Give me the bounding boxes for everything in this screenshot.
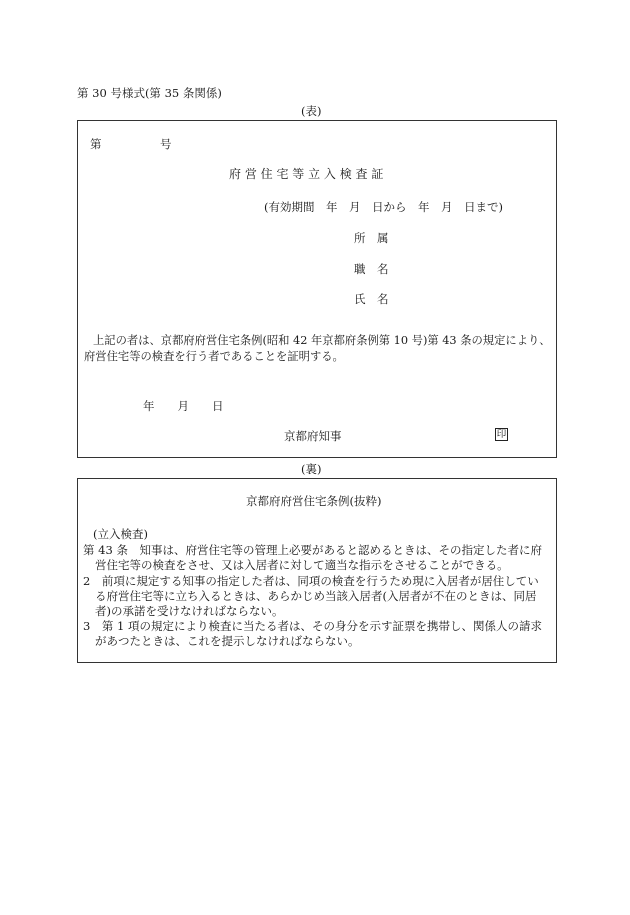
article-caption: (立入検査) [93, 527, 148, 541]
issuer: 京都府知事 [284, 429, 342, 443]
back-side-label: (裏) [301, 462, 322, 476]
issue-date: 年 月 日 [143, 399, 224, 413]
validity-period: (有効期間 年 月 日から 年 月 日まで) [264, 200, 503, 214]
field-affiliation: 所 属 [354, 231, 389, 245]
field-position: 職 名 [354, 262, 389, 276]
form-number: 第 30 号様式(第 35 条関係) [77, 86, 222, 100]
article-line: る府営住宅等に立ち入るときは、あらかじめ当該入居者(入居者が不在のときは、同居 [95, 589, 537, 603]
front-side-label: (表) [301, 104, 322, 118]
article-line: 者)の承諾を受けなければならない。 [95, 604, 284, 618]
article-line: 営住宅等の検査をさせ、又は入居者に対して適当な指示をさせることができる。 [95, 558, 509, 572]
certificate-number-suffix: 号 [160, 137, 172, 151]
article-line: 2 前項に規定する知事の指定した者は、同項の検査を行うため現に入居者が居住してい [83, 574, 539, 588]
field-name: 氏 名 [354, 292, 389, 306]
seal-stamp: 印 [496, 429, 507, 440]
certification-text-line2: 府営住宅等の検査を行う者であることを証明する。 [84, 350, 344, 363]
certificate-number-prefix: 第 [90, 137, 102, 151]
article-line: 第 43 条 知事は、府営住宅等の管理上必要があると認めるときは、その指定した者に府 [83, 543, 542, 557]
certification-text-line1: 上記の者は、京都府府営住宅条例(昭和 42 年京都府条例第 10 号)第 43 条の規定により、 [93, 334, 551, 347]
article-line: があつたときは、これを提示しなければならない。 [95, 634, 360, 648]
excerpt-title: 京都府府営住宅条例(抜粋) [246, 494, 382, 508]
article-line: 3 第 1 項の規定により検査に当たる者は、その身分を示す証票を携帯し、関係人の請求 [83, 619, 542, 633]
certificate-title: 府 営 住 宅 等 立 入 検 査 証 [229, 167, 384, 181]
